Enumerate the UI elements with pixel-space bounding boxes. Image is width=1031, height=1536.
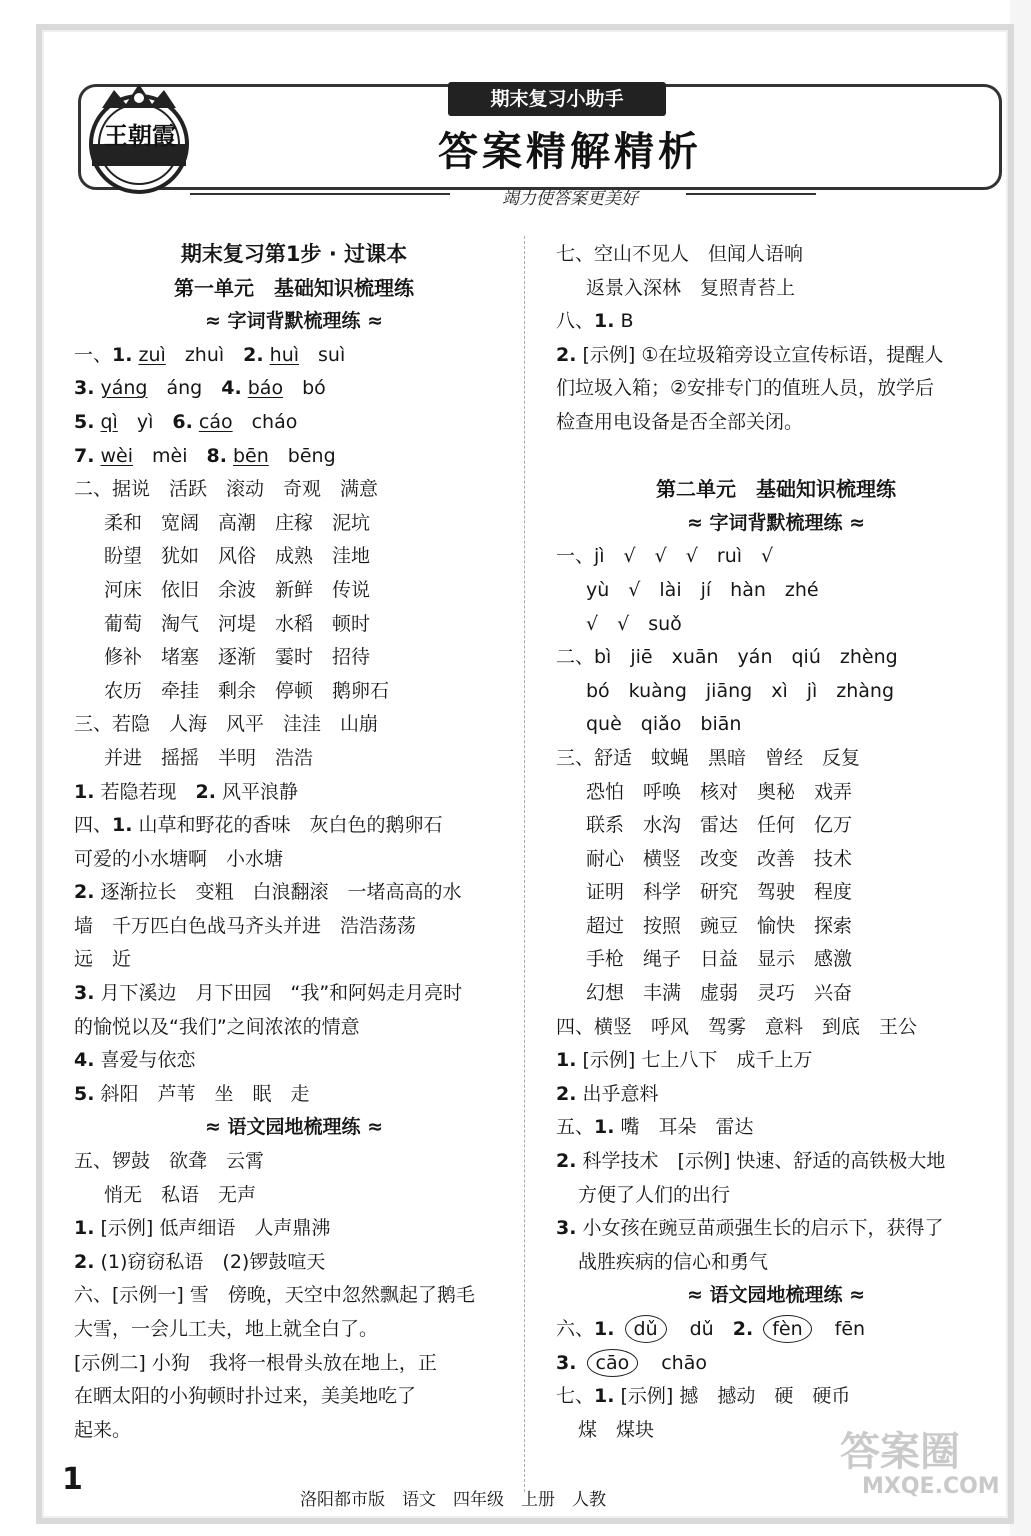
- right-line: 2. 出乎意料: [556, 1082, 659, 1105]
- left-line: 大雪，一会儿工夫，地上就全白了。: [74, 1318, 379, 1340]
- left-line: ≈ 语文园地梳理练 ≈: [204, 1116, 384, 1139]
- left-line: 可爱的小水塘啊 小水塘: [74, 847, 284, 870]
- right-line: 煤 煤块: [578, 1418, 655, 1441]
- left-line: 5. qì yì 6. cáo cháo: [74, 410, 298, 433]
- right-line: 恐怕 呼唤 核对 奥秘 戏弄: [586, 780, 853, 803]
- left-line: 葡萄 淘气 河堤 水稻 顿时: [104, 612, 371, 635]
- left-line: 河床 依旧 余波 新鲜 传说: [104, 578, 371, 601]
- left-line: 四、1. 山草和野花的香味 灰白色的鹅卵石: [74, 814, 443, 837]
- right-line: 八、1. B: [556, 310, 634, 333]
- right-line: 六、1. dǔ dǔ 2. fèn fēn: [556, 1313, 996, 1347]
- right-column: [556, 238, 996, 1447]
- right-line: 七、空山不见人 但闻人语响: [556, 243, 804, 265]
- right-line: 四、横竖 呼风 驾雾 意料 到底 王公: [556, 1015, 918, 1038]
- left-line: 的愉悦以及“我们”之间浓浓的情意: [74, 1015, 360, 1038]
- left-line: 六、[示例一] 雪 傍晚，天空中忽然飘起了鹅毛: [74, 1284, 475, 1307]
- right-line: 第二单元 基础知识梳理练: [656, 477, 896, 502]
- right-line: 手枪 绳子 日益 显示 感激: [586, 948, 853, 971]
- right-line: ≈ 字词背默梳理练 ≈: [686, 511, 866, 534]
- watermark-url: MXQE.COM: [862, 1474, 1000, 1499]
- left-line: 期末复习第1步 · 过课本: [180, 242, 408, 266]
- left-line: 3. yáng áng 4. báo bó: [74, 377, 326, 400]
- left-line: 远 近: [74, 948, 132, 971]
- right-line: 耐心 横竖 改变 改善 技术: [586, 847, 853, 870]
- right-line: 五、1. 嘴 耳朵 雷达: [556, 1116, 754, 1139]
- right-line: 三、舒适 蚊蝇 黑暗 曾经 反复: [556, 746, 861, 769]
- left-line: 4. 喜爱与依恋: [74, 1049, 196, 1072]
- right-line: 方便了人们的出行: [578, 1183, 731, 1206]
- left-line: 五、锣鼓 欲聋 云霄: [74, 1150, 265, 1173]
- left-line: 墙 千万匹白色战马齐头并进 浩浩荡荡: [74, 914, 417, 937]
- left-line: [示例二] 小狗 我将一根骨头放在地上，正: [74, 1351, 437, 1374]
- left-line: 盼望 犹如 风俗 成熟 洼地: [104, 545, 371, 568]
- left-line: 2. (1)窃窃私语 (2)锣鼓喧天: [74, 1250, 326, 1273]
- left-line: ≈ 字词背默梳理练 ≈: [204, 310, 384, 333]
- right-line: 3. 小女孩在豌豆苗顽强生长的启示下，获得了: [556, 1217, 944, 1240]
- right-line: bó kuàng jiāng xì jì zhàng: [586, 679, 895, 702]
- right-line: 1. [示例] 七上八下 成千上万: [556, 1049, 813, 1072]
- slogan: 竭力使答案更美好: [502, 189, 638, 209]
- left-line: 柔和 宽阔 高潮 庄稼 泥坑: [104, 511, 371, 534]
- right-line: ≈ 语文园地梳理练 ≈: [686, 1284, 866, 1307]
- left-line: 3. 月下溪边 月下田园 “我”和阿妈走月亮时: [74, 982, 463, 1005]
- header-tag: 期末复习小助手: [448, 82, 666, 116]
- right-line: 超过 按照 豌豆 愉快 探索: [586, 914, 853, 937]
- column-divider: [524, 236, 525, 1492]
- right-line: yù √ lài jí hàn zhé: [586, 578, 819, 601]
- right-line: què qiǎo biān: [586, 713, 742, 736]
- slogan-rule-left: [190, 193, 450, 195]
- right-line: 3. cāo chāo: [556, 1347, 996, 1381]
- right-line: 2. 科学技术 [示例] 快速、舒适的高铁极大地: [556, 1150, 946, 1173]
- right-line: 返景入深林 复照青苔上: [586, 276, 796, 299]
- right-line: √ √ suǒ: [586, 612, 682, 635]
- left-line: 修补 堵塞 逐渐 霎时 招待: [104, 646, 371, 669]
- left-line: 7. wèi mèi 8. bēn bēng: [74, 444, 336, 467]
- right-line: 证明 科学 研究 驾驶 程度: [586, 881, 853, 904]
- left-line: 第一单元 基础知识梳理练: [174, 275, 414, 300]
- left-line: 起来。: [74, 1418, 132, 1441]
- left-line: 悄无 私语 无声: [104, 1183, 257, 1206]
- right-line: 们垃圾入箱；②安排专门的值班人员，放学后: [556, 377, 935, 400]
- watermark-logo: 答案圈: [840, 1429, 960, 1475]
- right-line: 战胜疾病的信心和勇气: [578, 1250, 769, 1273]
- left-line: 在晒太阳的小狗顿时扑过来，美美地吃了: [74, 1385, 417, 1408]
- right-line: 2. [示例] ①在垃圾箱旁设立宣传标语，提醒人: [556, 343, 944, 366]
- left-line: 一、1. zuì zhuì 2. huì suì: [74, 343, 346, 366]
- left-line: 并进 摇摇 半明 浩浩: [104, 746, 314, 769]
- left-line: 1. 若隐若现 2. 风平浪静: [74, 780, 298, 803]
- footer-text: 洛阳都市版 语文 四年级 上册 人教: [300, 1490, 606, 1510]
- page-title: 答案精解精析: [438, 129, 702, 175]
- left-line: 二、据说 活跃 滚动 奇观 满意: [74, 478, 379, 501]
- logo-text: 王朝霞: [104, 121, 176, 150]
- right-line: 检查用电设备是否全部关闭。: [556, 410, 804, 433]
- left-column: [74, 238, 514, 1447]
- page-number: 1: [62, 1462, 83, 1497]
- right-line: 联系 水沟 雷达 任何 亿万: [586, 814, 853, 837]
- left-line: 2. 逐渐拉长 变粗 白浪翻滚 一堵高高的水: [74, 881, 462, 904]
- right-line: 二、bì jiē xuān yán qiú zhèng: [556, 646, 898, 669]
- right-line: 七、1. [示例] 撼 撼动 硬 硬币: [556, 1385, 851, 1408]
- right-line: 一、jì √ √ √ ruì √: [556, 545, 774, 568]
- left-line: 农历 牵挂 剩余 停顿 鹅卵石: [104, 679, 390, 702]
- left-line: 1. [示例] 低声细语 人声鼎沸: [74, 1217, 331, 1240]
- left-line: 5. 斜阳 芦苇 坐 眠 走: [74, 1082, 310, 1105]
- left-line: 三、若隐 人海 风平 洼洼 山崩: [74, 713, 379, 736]
- right-line: 幻想 丰满 虚弱 灵巧 兴奋: [586, 982, 853, 1005]
- right-line: [556, 440, 996, 474]
